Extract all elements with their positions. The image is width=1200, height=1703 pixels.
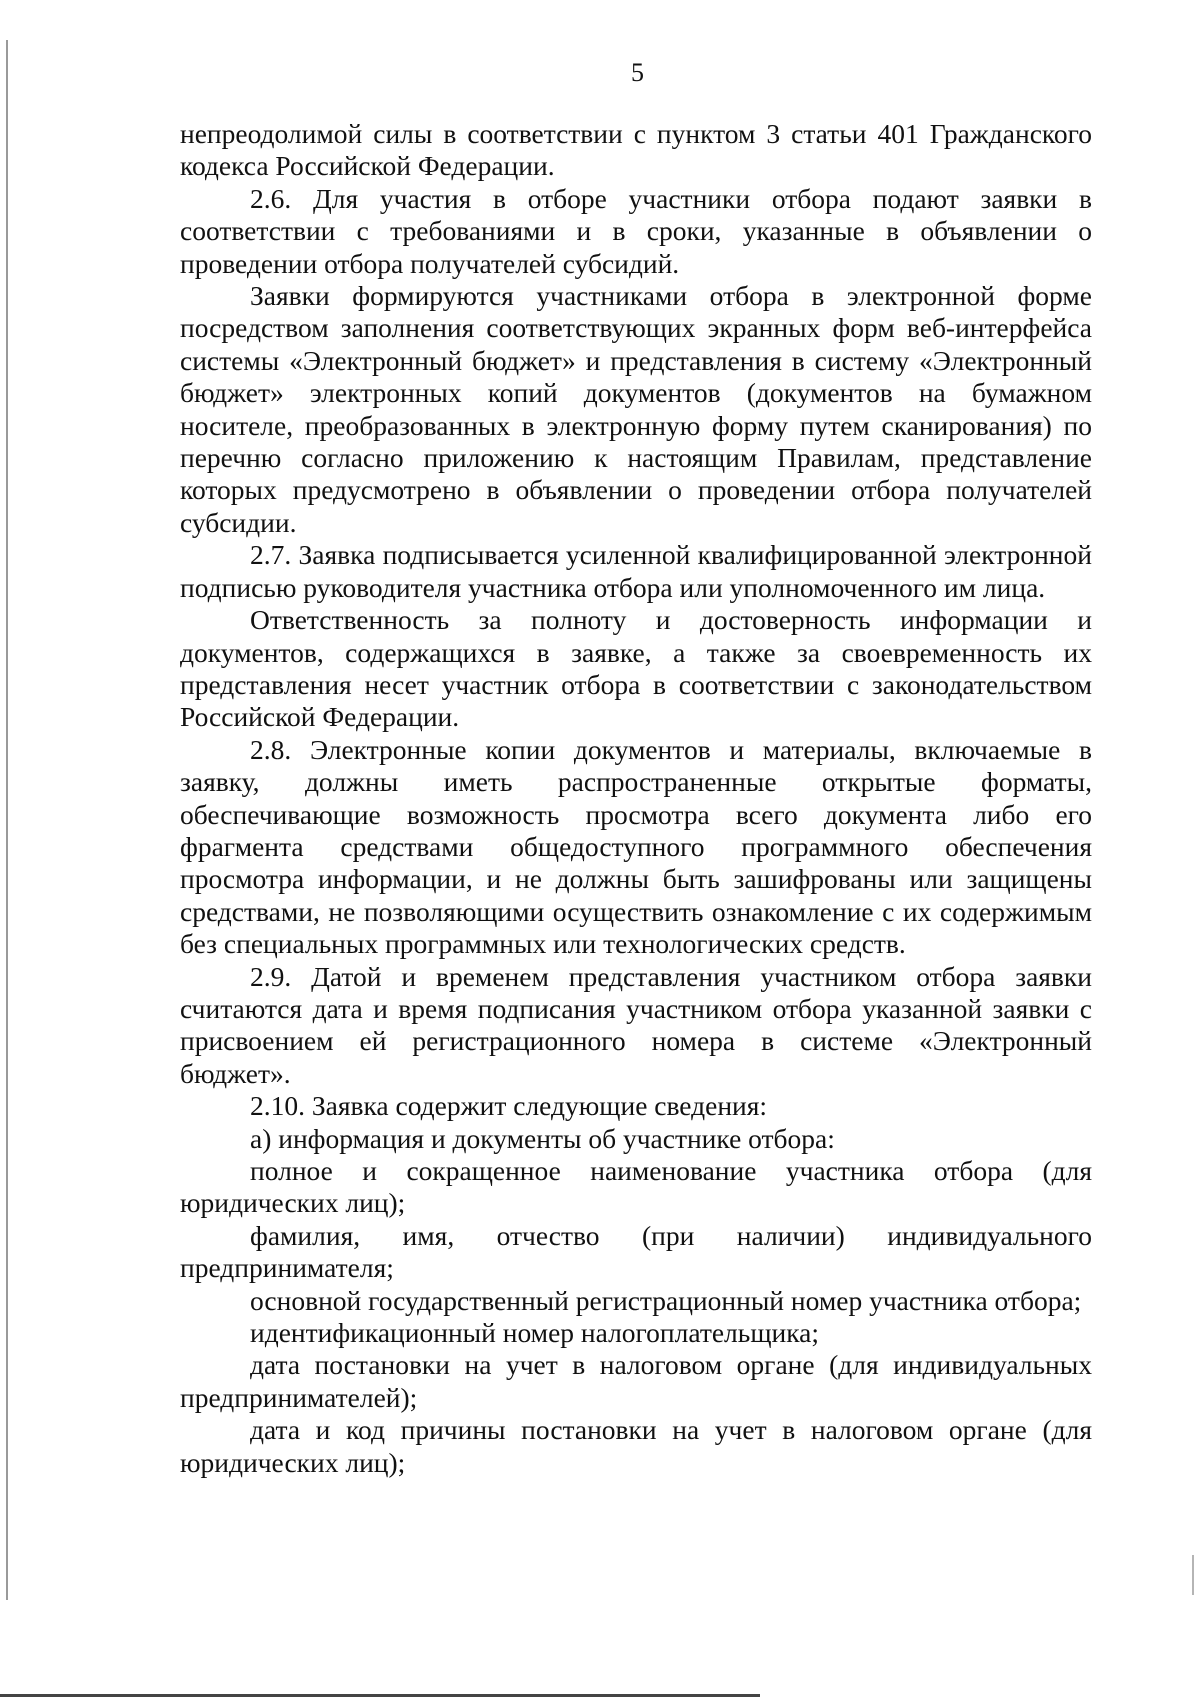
paragraph-2-6: 2.6. Для участия в отборе участники отбора подают заявки в соответствии с требованиями и в сроки, указанные в объявлении о проведении отбора получателей субсидий. [180, 182, 1092, 279]
document-body [180, 118, 1092, 1479]
paragraph-2-10: 2.10. Заявка содержит следующие сведения: [250, 1090, 768, 1122]
paragraph-2-8: 2.8. Электронные копии документов и материалы, включаемые в заявку, должны иметь распространенные открытые форматы, обеспечивающие возможность просмотра всего документа либо его фрагмента средствами общедоступного программного обеспечения просмотра информации, и не должны быть зашифрованы или защищены средствами, не позволяющими осуществить ознакомление с их содержимым без специальных программных или технологических средств. [180, 733, 1092, 960]
page-number: 5 [631, 58, 644, 87]
paragraph-responsibility: Ответственность за полноту и достоверность информации и документов, содержащихся в заявке, а также за своевременность их представления несет участник отбора в соответствии с законодательством Российской Федерации. [180, 604, 1092, 733]
scan-left-edge [6, 40, 8, 1600]
list-item-entrepreneur-name: фамилия, имя, отчество (при наличии) индивидуального предпринимателя; [180, 1219, 1092, 1284]
paragraph-2-7: 2.7. Заявка подписывается усиленной квалифицированной электронной подписью руководителя участника отбора или уполномоченного им лица. [180, 539, 1092, 603]
paragraph-force-majeure-continuation: непреодолимой силы в соответствии с пунктом 3 статьи 401 Гражданского кодекса Российской Федерации. [180, 118, 1092, 182]
paragraph-2-9: 2.9. Датой и временем представления участником отбора заявки считаются дата и время подписания участником отбора указанной заявки с присвоением ей регистрационного номера в системе «Электронный бюджет». [180, 960, 1092, 1089]
list-item-ogrn: основной государственный регистрационный номер участника отбора; [250, 1284, 1082, 1316]
list-item-inn: идентификационный номер налогоплательщика; [250, 1317, 820, 1349]
list-item-a: а) информация и документы об участнике отбора: [250, 1122, 835, 1154]
scan-right-mark [1192, 1555, 1194, 1595]
paragraph-applications-electronic-form: Заявки формируются участниками отбора в электронной форме посредством заполнения соответствующих экранных форм веб-интерфейса системы «Электронный бюджет» и представления в систему «Электронный бюджет» электронных копий документов (документов на бумажном носителе, преобразованных в электронную форму путем сканирования) по перечню согласно приложению к настоящим Правилам, представление которых предусмотрено в объявлении о проведении отбора получателей субсидии. [180, 280, 1092, 538]
list-item-full-name: полное и сокращенное наименование участника отбора (для юридических лиц); [180, 1155, 1092, 1219]
list-item-registration-date-kpp: дата и код причины постановки на учет в налоговом органе (для юридических лиц); [180, 1414, 1092, 1478]
list-item-registration-date-ip: дата постановки на учет в налоговом органе (для индивидуальных предпринимателей); [180, 1349, 1092, 1413]
scan-bottom-edge [0, 1694, 760, 1697]
